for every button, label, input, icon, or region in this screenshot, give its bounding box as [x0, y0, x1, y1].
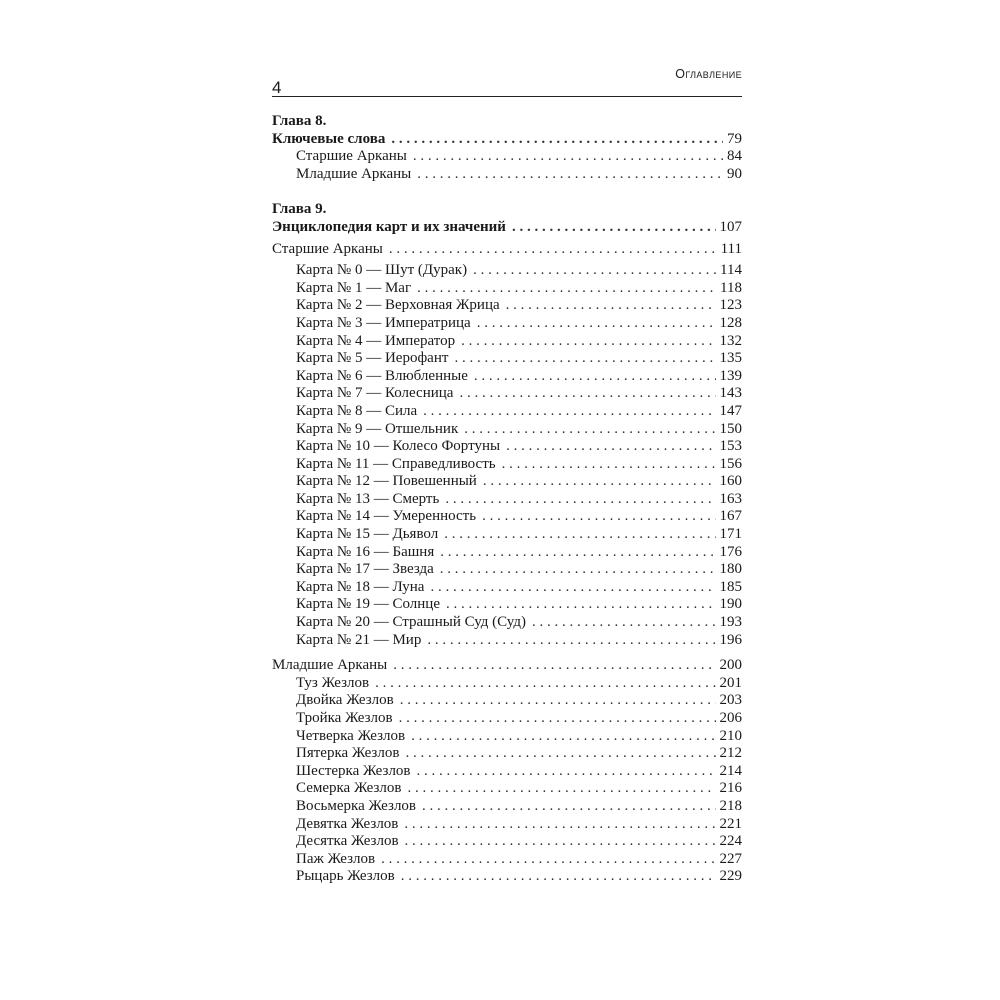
toc-entry-page: 143 — [719, 385, 742, 402]
toc-entry-page: 111 — [720, 240, 742, 257]
dot-leader — [454, 350, 715, 368]
dot-leader — [440, 561, 716, 579]
toc-entry-title: Младшие Арканы — [296, 165, 412, 182]
toc-entry-page: 193 — [719, 614, 742, 631]
toc-entry-title: Карта № 10 — Колесо Фортуны — [296, 438, 501, 455]
toc-entry[interactable] — [272, 368, 742, 386]
toc-entry-page: 123 — [719, 297, 742, 314]
toc-entry[interactable] — [272, 473, 742, 491]
toc-entry-title: Карта № 3 — Императрица — [296, 314, 471, 331]
toc-entry-page: 224 — [719, 833, 742, 850]
dot-leader — [405, 745, 715, 763]
dot-leader — [512, 219, 716, 237]
chapter-9-label: Глава 9. — [272, 201, 327, 218]
toc-entry[interactable] — [272, 421, 742, 439]
toc-entry[interactable] — [272, 798, 742, 816]
toc-entry[interactable] — [272, 851, 742, 869]
section-minor-arcana[interactable] — [272, 657, 742, 675]
dot-leader — [417, 166, 723, 184]
dot-leader — [506, 438, 715, 456]
dot-leader — [444, 526, 715, 544]
dot-leader — [477, 315, 716, 333]
toc-entry-title: Карта № 21 — Мир — [296, 631, 422, 648]
toc-entry-page: 206 — [719, 710, 742, 726]
toc-entry[interactable] — [272, 692, 742, 710]
minor-arcana-items — [272, 675, 742, 886]
toc-entry-page: 156 — [719, 455, 742, 472]
dot-leader — [459, 385, 715, 403]
dot-leader — [411, 728, 715, 746]
dot-leader — [461, 333, 715, 351]
toc-entry-title: Старшие Арканы — [296, 148, 407, 165]
toc-entry-title: Тройка Жезлов — [296, 710, 393, 726]
toc-entry-title: Шестерка Жезлов — [296, 762, 411, 779]
toc-entry-page: 114 — [720, 262, 742, 279]
toc-entry-page: 203 — [719, 692, 742, 709]
dot-leader — [389, 241, 717, 259]
toc-entry-title: Туз Жезлов — [296, 674, 370, 691]
toc-entry-page: 227 — [719, 850, 742, 867]
toc-entry[interactable] — [272, 280, 742, 298]
toc-entry-title: Четверка Жезлов — [296, 727, 406, 744]
toc-entry-title: Двойка Жезлов — [296, 692, 394, 709]
toc-entry[interactable] — [272, 544, 742, 562]
dot-leader — [440, 544, 715, 562]
dot-leader — [375, 675, 715, 693]
toc-entry-page: 201 — [719, 674, 742, 691]
toc-entry-title: Карта № 0 — Шут (Дурак) — [296, 262, 468, 279]
toc-entry[interactable] — [272, 526, 742, 544]
dot-leader — [401, 868, 716, 886]
toc-entry[interactable] — [272, 833, 742, 851]
page-number: 4 — [272, 78, 282, 97]
toc-entry[interactable] — [272, 780, 742, 798]
toc-entry-title: Карта № 9 — Отшельник — [296, 420, 459, 437]
toc-entry-title: Карта № 16 — Башня — [296, 543, 435, 560]
toc-entry-page: 167 — [719, 508, 742, 525]
toc-entry-page: 216 — [719, 780, 742, 797]
toc-entry[interactable] — [272, 148, 742, 166]
toc-entry[interactable] — [272, 350, 742, 368]
toc-entry-page: 176 — [719, 543, 742, 560]
toc-entry-page: 150 — [719, 420, 742, 437]
toc-entry-page: 118 — [720, 279, 742, 296]
major-arcana-items — [272, 262, 742, 649]
toc-entry[interactable] — [272, 438, 742, 456]
toc-entry[interactable] — [272, 561, 742, 579]
dot-leader — [473, 262, 716, 280]
toc-entry[interactable] — [272, 262, 742, 280]
toc-entry-page: 214 — [719, 762, 742, 779]
dot-leader — [502, 456, 716, 474]
spacer — [272, 649, 742, 657]
toc-entry-title: Карта № 12 — Повешенный — [296, 473, 477, 490]
toc-entry[interactable] — [272, 816, 742, 834]
toc-entry-title: Карта № 17 — Звезда — [296, 561, 434, 578]
toc-entry-title: Старшие Арканы — [272, 240, 383, 257]
toc-entry[interactable] — [272, 579, 742, 597]
toc-entry-page: 171 — [719, 526, 742, 543]
dot-leader — [417, 280, 716, 298]
running-title: Оглавление — [675, 67, 742, 81]
dot-leader — [430, 579, 715, 597]
dot-leader — [404, 816, 715, 834]
toc-entry-page: 90 — [727, 165, 742, 182]
page-header — [272, 62, 742, 97]
toc-entry-page: 135 — [719, 350, 742, 367]
toc-entry-title: Ключевые слова — [272, 130, 386, 147]
toc-entry-page: 185 — [719, 578, 742, 595]
toc-entry-page: 229 — [719, 868, 742, 885]
toc-entry-title: Энциклопедия карт и их значений — [272, 218, 506, 235]
toc-entry[interactable] — [272, 614, 742, 632]
dot-leader — [407, 780, 715, 798]
book-page — [272, 0, 742, 1000]
toc-entry-page: 212 — [719, 745, 742, 762]
dot-leader — [483, 473, 716, 491]
dot-leader — [391, 131, 723, 149]
dot-leader — [405, 833, 716, 851]
dot-leader — [417, 763, 716, 781]
toc-entry[interactable] — [272, 728, 742, 746]
toc-entry-title: Карта № 5 — Иерофант — [296, 350, 449, 367]
dot-leader — [399, 710, 716, 728]
toc-entry-title: Карта № 20 — Страшный Суд (Суд) — [296, 614, 526, 631]
toc-entry[interactable] — [272, 508, 742, 526]
section-major-arcana[interactable] — [272, 241, 742, 259]
toc-entry-page: 128 — [719, 314, 742, 331]
chapter-8-label: Глава 8. — [272, 113, 327, 129]
toc-entry-page: 160 — [719, 473, 742, 490]
dot-leader — [446, 596, 716, 614]
toc-entry-title: Младшие Арканы — [272, 657, 388, 674]
toc-entry-title: Карта № 7 — Колесница — [296, 385, 454, 402]
toc-entry-title: Десятка Жезлов — [296, 833, 399, 850]
toc-entry[interactable] — [272, 745, 742, 763]
toc-entry-title: Девятка Жезлов — [296, 815, 399, 832]
toc-entry[interactable] — [272, 763, 742, 781]
toc-entry[interactable] — [272, 596, 742, 614]
toc-entry-title: Карта № 4 — Император — [296, 332, 456, 349]
toc-entry[interactable] — [272, 297, 742, 315]
toc-entry-title: Карта № 14 — Умеренность — [296, 508, 477, 525]
dot-leader — [423, 403, 715, 421]
dot-leader — [506, 297, 716, 315]
table-of-contents — [272, 113, 742, 886]
toc-entry-page: 79 — [727, 130, 742, 147]
toc-entry[interactable] — [272, 491, 742, 509]
toc-entry[interactable] — [272, 166, 742, 184]
chapter-9-title[interactable] — [272, 219, 742, 237]
toc-entry-title: Восьмерка Жезлов — [296, 797, 417, 814]
dot-leader — [381, 851, 715, 869]
toc-entry-page: 163 — [719, 490, 742, 507]
toc-entry[interactable] — [272, 315, 742, 333]
chapter-8-items — [272, 148, 742, 183]
toc-entry-page: 218 — [719, 797, 742, 814]
dot-leader — [482, 508, 715, 526]
toc-entry[interactable] — [272, 456, 742, 474]
toc-entry[interactable] — [272, 333, 742, 351]
toc-entry-page: 139 — [719, 367, 742, 384]
toc-entry[interactable] — [272, 868, 742, 886]
dot-leader — [474, 368, 716, 386]
toc-entry-title: Карта № 6 — Влюбленные — [296, 367, 468, 384]
toc-entry-title: Карта № 19 — Солнце — [296, 596, 440, 613]
toc-entry[interactable] — [272, 632, 742, 650]
toc-entry[interactable] — [272, 385, 742, 403]
toc-entry[interactable] — [272, 403, 742, 421]
toc-entry-title: Семерка Жезлов — [296, 780, 402, 797]
toc-entry-title: Паж Жезлов — [296, 850, 376, 867]
toc-entry-title: Карта № 11 — Справедливость — [296, 455, 496, 472]
toc-entry-title: Карта № 2 — Верховная Жрица — [296, 297, 500, 314]
toc-entry-page: 84 — [727, 148, 742, 165]
toc-entry[interactable] — [272, 710, 742, 728]
toc-entry-page: 180 — [719, 561, 742, 578]
toc-entry-title: Рыцарь Жезлов — [296, 868, 395, 885]
toc-entry-page: 153 — [719, 438, 742, 455]
toc-entry-title: Карта № 15 — Дьявол — [296, 526, 439, 543]
toc-entry-page: 200 — [719, 657, 742, 674]
toc-entry-page: 132 — [719, 332, 742, 349]
toc-entry-page: 147 — [719, 402, 742, 419]
chapter-8-title[interactable] — [272, 131, 742, 149]
toc-entry-page: 190 — [719, 596, 742, 613]
toc-entry-page: 196 — [719, 631, 742, 648]
dot-leader — [393, 657, 715, 675]
dot-leader — [445, 491, 715, 509]
dot-leader — [427, 632, 715, 650]
dot-leader — [422, 798, 715, 816]
toc-entry-title: Карта № 8 — Сила — [296, 402, 418, 419]
toc-entry-title: Карта № 18 — Луна — [296, 578, 425, 595]
toc-entry-page: 107 — [719, 218, 742, 235]
dot-leader — [413, 148, 723, 166]
spacer — [272, 183, 742, 201]
toc-entry-title: Карта № 1 — Маг — [296, 279, 412, 296]
toc-entry[interactable] — [272, 675, 742, 693]
toc-entry-title: Пятерка Жезлов — [296, 745, 400, 762]
dot-leader — [464, 421, 715, 439]
toc-entry-page: 221 — [719, 815, 742, 832]
dot-leader — [400, 692, 716, 710]
toc-entry-page: 210 — [719, 727, 742, 744]
toc-entry-title: Карта № 13 — Смерть — [296, 490, 440, 507]
dot-leader — [532, 614, 716, 632]
